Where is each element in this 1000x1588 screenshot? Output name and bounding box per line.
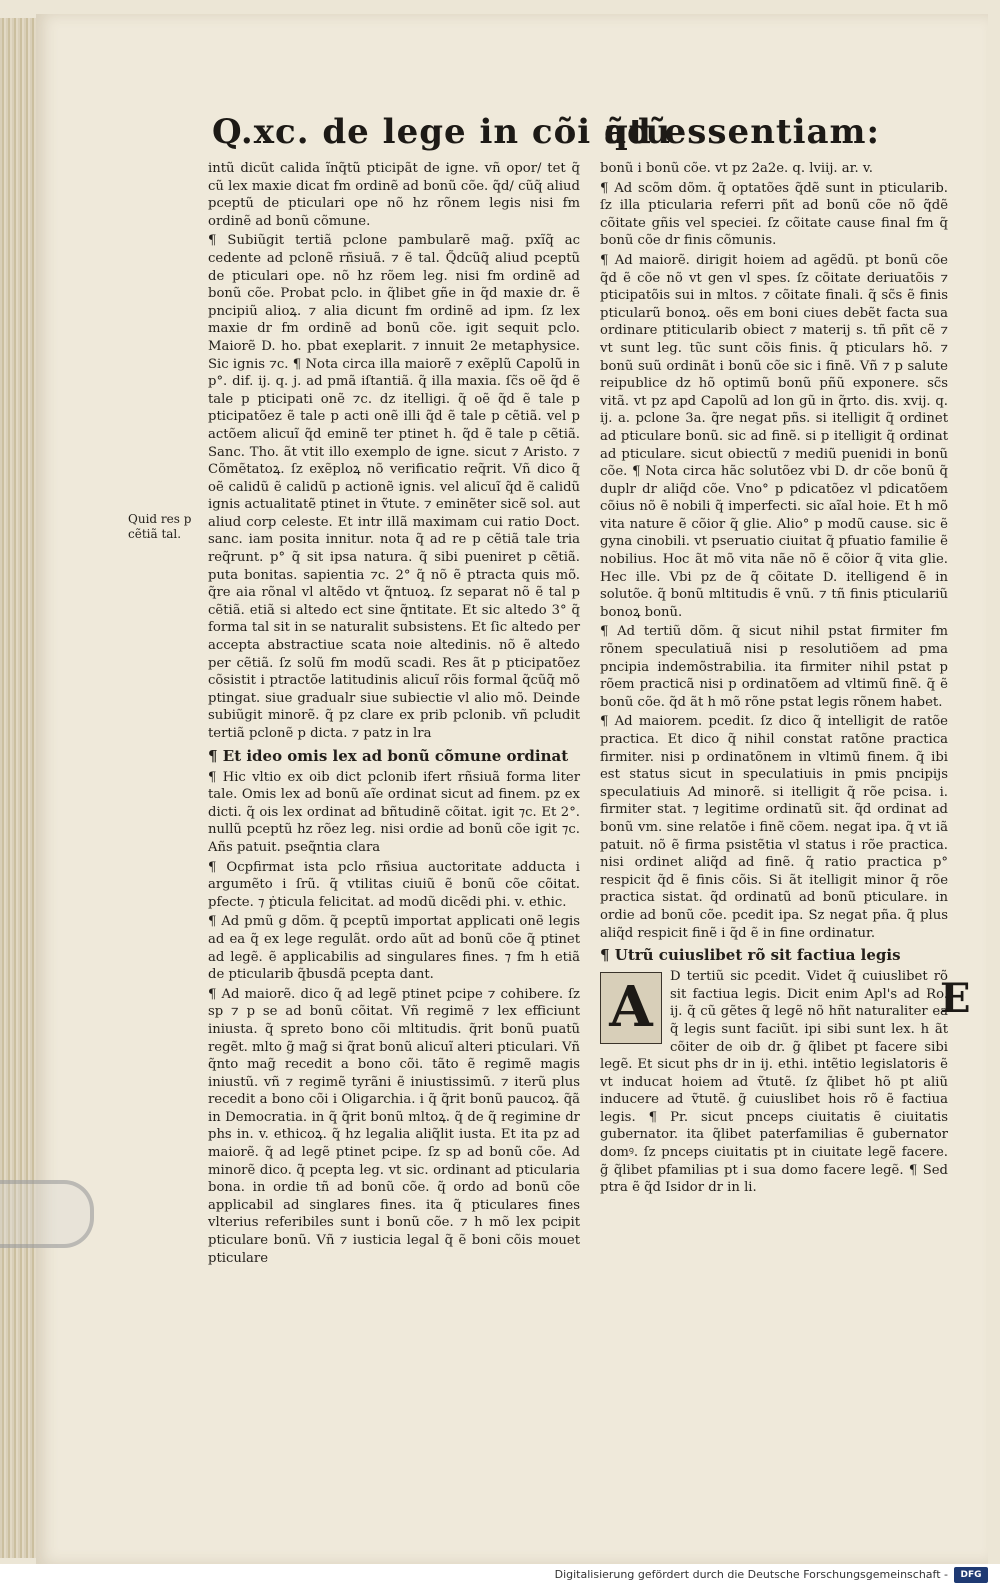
text-column-left bbox=[208, 160, 580, 1266]
text-column-right bbox=[600, 160, 948, 1210]
paragraph: ¶ Ad scõm dõm. q̃ optatões q̃dẽ sunt in pticularib. ſz illa pticularia referri pñt ad bonũ cõe nõ q̃dẽ cõitate gñis vel speciei. ſz cõitate cause final fm q̃ bonũ cõe dr finis cõmunis. bbox=[600, 180, 948, 249]
running-heading-right: ad essentiam: bbox=[604, 112, 881, 152]
paragraph: ¶ Ad pmũ g dõm. q̃ pceptũ importat applicati onẽ legis ad ea q̃ ex lege regulãt. ordo aũt ad bonũ cõe q̃ ptinet ad legẽ. ẽ applicabilis ad singulares fines. ⁊ fm h etiã de pticularib q̃busdã pcepta dant. bbox=[208, 914, 580, 983]
page-clip-icon bbox=[0, 1180, 94, 1248]
paragraph: ¶ Ad maiorem. pcedit. ſz dico q̃ intelligit de ratõe practica. Et dico q̃ nihil constat ratõne practica firmiter. nisi p ordinatõnem in vltimũ finem. q̃ ibi est status sicut in speculatiuis in pmis pncipijs speculatiuis Ad minorẽ. si itelligit q̃ rõe pcisa. i. firmiter stat. ⁊ legitime ordinatũ sit. q̃d ordinat ad bonũ vm. sine relatõe i finẽ cõem. negat ipa. q̃ vt iã patuit. nõ ẽ firma psistẽtia vl status i rõe practica. nisi ordinet aliq̃d ad finẽ. q̃ ratio practica p° respicit q̃d ẽ finis cõis. Si ãt itelligit minor q̃ rõe practica sistat. q̃d ordinatũ ad bonũ pticulare. in ordie ad bonũ cõe. pcedit ipa. Sz negat pña. q̃ plus aliq̃d respicit finẽ i q̃d ẽ in fine ordinatur. bbox=[600, 714, 948, 941]
paragraph: ¶ Ad maiorẽ. dirigit hoiem ad agẽdũ. pt bonũ cõe q̃d ẽ cõe nõ vt gen vl spes. ſz cõitate deriuatõis ⁊ pticipatõis sui in mltos. ⁊ cõitate finali. q̃ sc̃s ẽ finis pticularũ bonoꝝ. oẽs em boni ciues debẽt facta sua ordinare ptiticularib obiect ⁊ materij s. tñ pñt cẽ ⁊ vt sunt leg. tũc sunt cõis finis. q̃ pticulars hõ. ⁊ bonũ suũ ordinãt i bonũ cõe sic i finẽ. Vñ ⁊ p salute reipublice dz hõ optimũ bonũ pñũ exponere. sc̃s vitã. vt pz apd Capolũ ad lon gũ in q̃rto. dis. xvij. q. ij. a. pclone 3a. q̃re negat pñs. si itelligit q̃ ordinet ad pticulare bonũ. sic ad finẽ. si p itelligit q̃ ordinat ad pticulare. sicut obiectũ ⁊ mediũ puenidi in bonũ cõe. ¶ Nota circa hãc solutõez vbi D. dr cõe bonũ q̃ duplr dr aliq̃d cõe. Vno° p pdicatõez vl pdicatõem cõius nõ ẽ nobili q̃ imperfecti. sic aĩal hoie. Et h mõ vita nature ẽ cõior q̃ glie. Alio° p modũ cause. sic ẽ gyna cinobili. vt pseruatio ciuitat q̃ pfuatio familie ẽ nobilius. Hoc ãt mõ vita nãe nõ ẽ cõior q̃ vita glie. Hec ille. Vbi pz de q̃ cõitate D. itelligend ẽ in solutõe. q̃ bonũ mltitudis ẽ vnũ. ⁊ tñ finis pticulariũ bonoꝝ bonũ. bbox=[600, 252, 948, 620]
dfg-logo-icon: DFG bbox=[954, 1567, 988, 1583]
marginal-letter: E bbox=[940, 975, 971, 1022]
paragraph: intũ dicũt calida ĩnq̃tũ pticipãt de igne. vñ opor/ tet q̃ cũ lex maxie dicat fm ordinẽ ad bonũ cõe. q̃d/ cũq̃ aliud pceptũ de pticulari ope nõ hz rõnem legis nisi fm ordinẽ ad bonũ cõmune. bbox=[208, 161, 580, 229]
paragraph: ¶ Ad maiorẽ. dico q̃ ad legẽ ptinet pcipe ⁊ cohibere. ſz sp ⁊ p se ad bonũ cõitat. Vñ regimẽ ⁊ lex efficiunt iniusta. q̃ spreto bono cõi mltitudis. q̃rit bonũ puatũ regẽt. mlto g̃ mag̃ si q̃rat bonũ alicuĩ alteri pticulari. Vñ q̃nto mag̃ recedit a bono cõi. tãto ẽ regimẽ magis iniustũ. vñ ⁊ regimẽ tyrãni ẽ iniustissimũ. ⁊ iterũ plus recedit a bono cõi i Oligarchia. i q̃ q̃rit bonũ paucoꝝ. q̃ã in Democratia. in q̃ q̃rit bonũ mltoꝝ. q̃ de q̃ regimine dr phs in. v. ethicoꝝ. q̃ hz legalia aliq̃lit iusta. Et ita pz ad maiorẽ. q̃ ad legẽ ptinet pcipe. ſz sp ad bonũ cõe. Ad minorẽ dico. q̃ pcepta leg. vt sic. ordinant ad pticularia bona. in ordie tñ ad bonũ cõe. q̃ ordo ad bonũ cõe applicabil ad singlares fines. ita q̃ pticulares fines vlterius referibiles sunt i bonũ cõe. ⁊ h mõ lex pcipit pticulare bonũ. Vñ ⁊ iusticia legal q̃ ẽ boni cõis mouet pticulare bbox=[208, 986, 580, 1266]
funding-notice: Digitalisierung gefördert durch die Deutsche Forschungsgemeinschaft - bbox=[554, 1568, 948, 1581]
show-through bbox=[958, 150, 986, 190]
paragraph: ¶ Ocpfirmat ista pclo rñsiua auctoritate adducta i argumẽto i ſrũ. q̃ vtilitas ciuiũ ẽ bonũ cõe cõitat. pfecte. ⁊ ṗticula felicitat. ad modũ dicẽdi phi. v. ethic. bbox=[208, 859, 580, 910]
book-edge bbox=[0, 18, 41, 1558]
rubric-heading: ¶ Et ideo omis lex ad bonũ cõmune ordinat bbox=[208, 746, 569, 765]
article-heading: ¶ Utrũ cuiuslibet rõ sit factiua legis bbox=[600, 946, 901, 965]
running-heading-left: Q.xc. de lege in cõi q̃tũ bbox=[212, 112, 672, 152]
paragraph: ¶ Ad tertiũ dõm. q̃ sicut nihil pstat firmiter fm rõnem speculatiuã nisi p resolutiõem ad pma pncipia indemõstrabilia. ita firmiter nihil pstat p rõem practicã nisi p ordinatõem ad vltimũ finẽ. q̃ ẽ bonũ cõe. q̃d ãt h mõ rõne pstat legis rõnem habet. bbox=[600, 624, 948, 710]
drop-cap: A bbox=[600, 972, 662, 1044]
paragraph: D tertiũ sic pcedit. Videt q̃ cuiuslibet rõ sit factiua legis. Dicit enim Apl's ad Ro. ij. q̃ cũ gẽtes q̃ legẽ nõ hñt naturaliter ea q̃ legis sunt faciũt. ipi sibi sunt lex. h ãt cõiter de oib dr. g̃ q̃libet pt facere sibi legẽ. Et sicut phs dr in ij. ethi. intẽtio legislatoris ẽ vt inducat hoiem ad ṽtutẽ. ſz q̃libet hõ pt aliũ inducere ad ṽtutẽ. g̃ cuiuslibet hois rõ ẽ factiua legis. ¶ Pr. sicut pnceps ciuitatis ẽ ciuitatis gubernator. ita q̃libet paterfamilias ẽ gubernator domꝰ. ſz pnceps ciuitatis pt in ciuitate legẽ facere. g̃ q̃libet pfamilias pt i sua domo facere legẽ. ¶ Sed ptra ẽ q̃d Isidor dr in li. bbox=[600, 969, 948, 1196]
paragraph: ¶ Hic vltio ex oib dict pclonib ifert rñsiuã forma liter tale. Omis lex ad bonũ aĩe ordinat sicut ad finem. pz ex dicti. q̃ ois lex ordinat ad bñtudinẽ cõitat. igit ⁊c. Et 2°. nullũ pceptũ hz rõez leg. nisi ordie ad bonũ cõe igit ⁊c. Añs patuit. pseq̃ntia clara bbox=[208, 769, 580, 855]
paragraph: bonũ i bonũ cõe. vt pz 2a2e. q. lviij. ar. v. bbox=[600, 161, 873, 176]
footer-bar bbox=[0, 1564, 1000, 1588]
margin-note: Quid res p cẽtiã tal. bbox=[128, 512, 192, 541]
paragraph: ¶ Subiũgit tertiã pclone pambularẽ mag̃. pxĩq̃ ac cedente ad pclonẽ rñsiuã. ⁊ ẽ tal. Q̃dcũq̃ aliud pceptũ de pticulari ope. nõ hz rõem leg. nisi fm ordinẽ ad bonũ cõe. Probat pclo. in q̃libet gñe in q̃d maxie dr. ẽ pncipiũ alioꝝ. ⁊ alia dicunt fm ordinẽ ad ipm. ſz lex maxie dr fm ordinẽ ad bonũ cõe. igit sequit pclo. Maiorẽ D. ho. pbat exeplarit. ⁊ innuit 2e metaphysice. Sic ignis ⁊c. ¶ Nota circa illa maiorẽ ⁊ exẽplũ Capolũ in p°. dif. ij. q. j. ad pmã iſtantiã. q̃ illa maxia. ſc̃s oẽ q̃d ẽ tale p pticipati onẽ ⁊c. dz itelligi. q̃ oẽ q̃d ẽ tale p pticipatõez ẽ tale p acti onẽ illi q̃d ẽ tale p cẽtiã. vel p actõem alicuĩ q̃d eminẽ ter ptinet h. q̃d ẽ tale p cẽtiã. Sanc. Tho. ãt vtit illo exemplo de igne. sicut ⁊ Aristo. ⁊ Cõmẽtatoꝝ. ſz exẽploꝝ nõ verificatio req̃rit. Vñ dico q̃ oẽ calidũ ẽ calidũ p actionẽ ignis. vel alicuĩ q̃d ẽ calidũ ignis actualitatẽ ptinet in ṽtute. ⁊ eminẽter sicẽ sol. aut aliud corp celeste. Et intr illã maximam cui ratio Doct. sanc. iam posita innitur. nota q̃ ad re p cẽtiã tale tria req̃runt. p° q̃ sit ipsa natura. q̃ sibi pueniret p cẽtiã. puta bonitas. sapientia ⁊c. 2° q̃ nõ ẽ ptracta quis mõ. q̃re aia rõnal vl altẽdo vt q̃ntuoꝝ. ſz separat nõ ẽ tal p cẽtiã. etiã si altedo ect sine q̃ntitate. Et sic altedo 3° q̃ forma tal sit in se naturalit subsistens. Et ſic altedo per accepta abstractiue scata noie altedinis. nõ ẽ altedo per cẽtiã. ſz solũ fm modũ scadi. Res ãt p pticipatõez cõsistit i ptractõe latitudinis alicuĩ rõis formal q̃cũq̃ mõ ptingat. siue gradualr siue subiectie vl alio mõ. Deinde subiũgit minorẽ. q̃ pz clare ex prib pclonib. vñ pcludit tertiã pclonẽ p dicta. ⁊ patz in lra bbox=[208, 233, 580, 741]
